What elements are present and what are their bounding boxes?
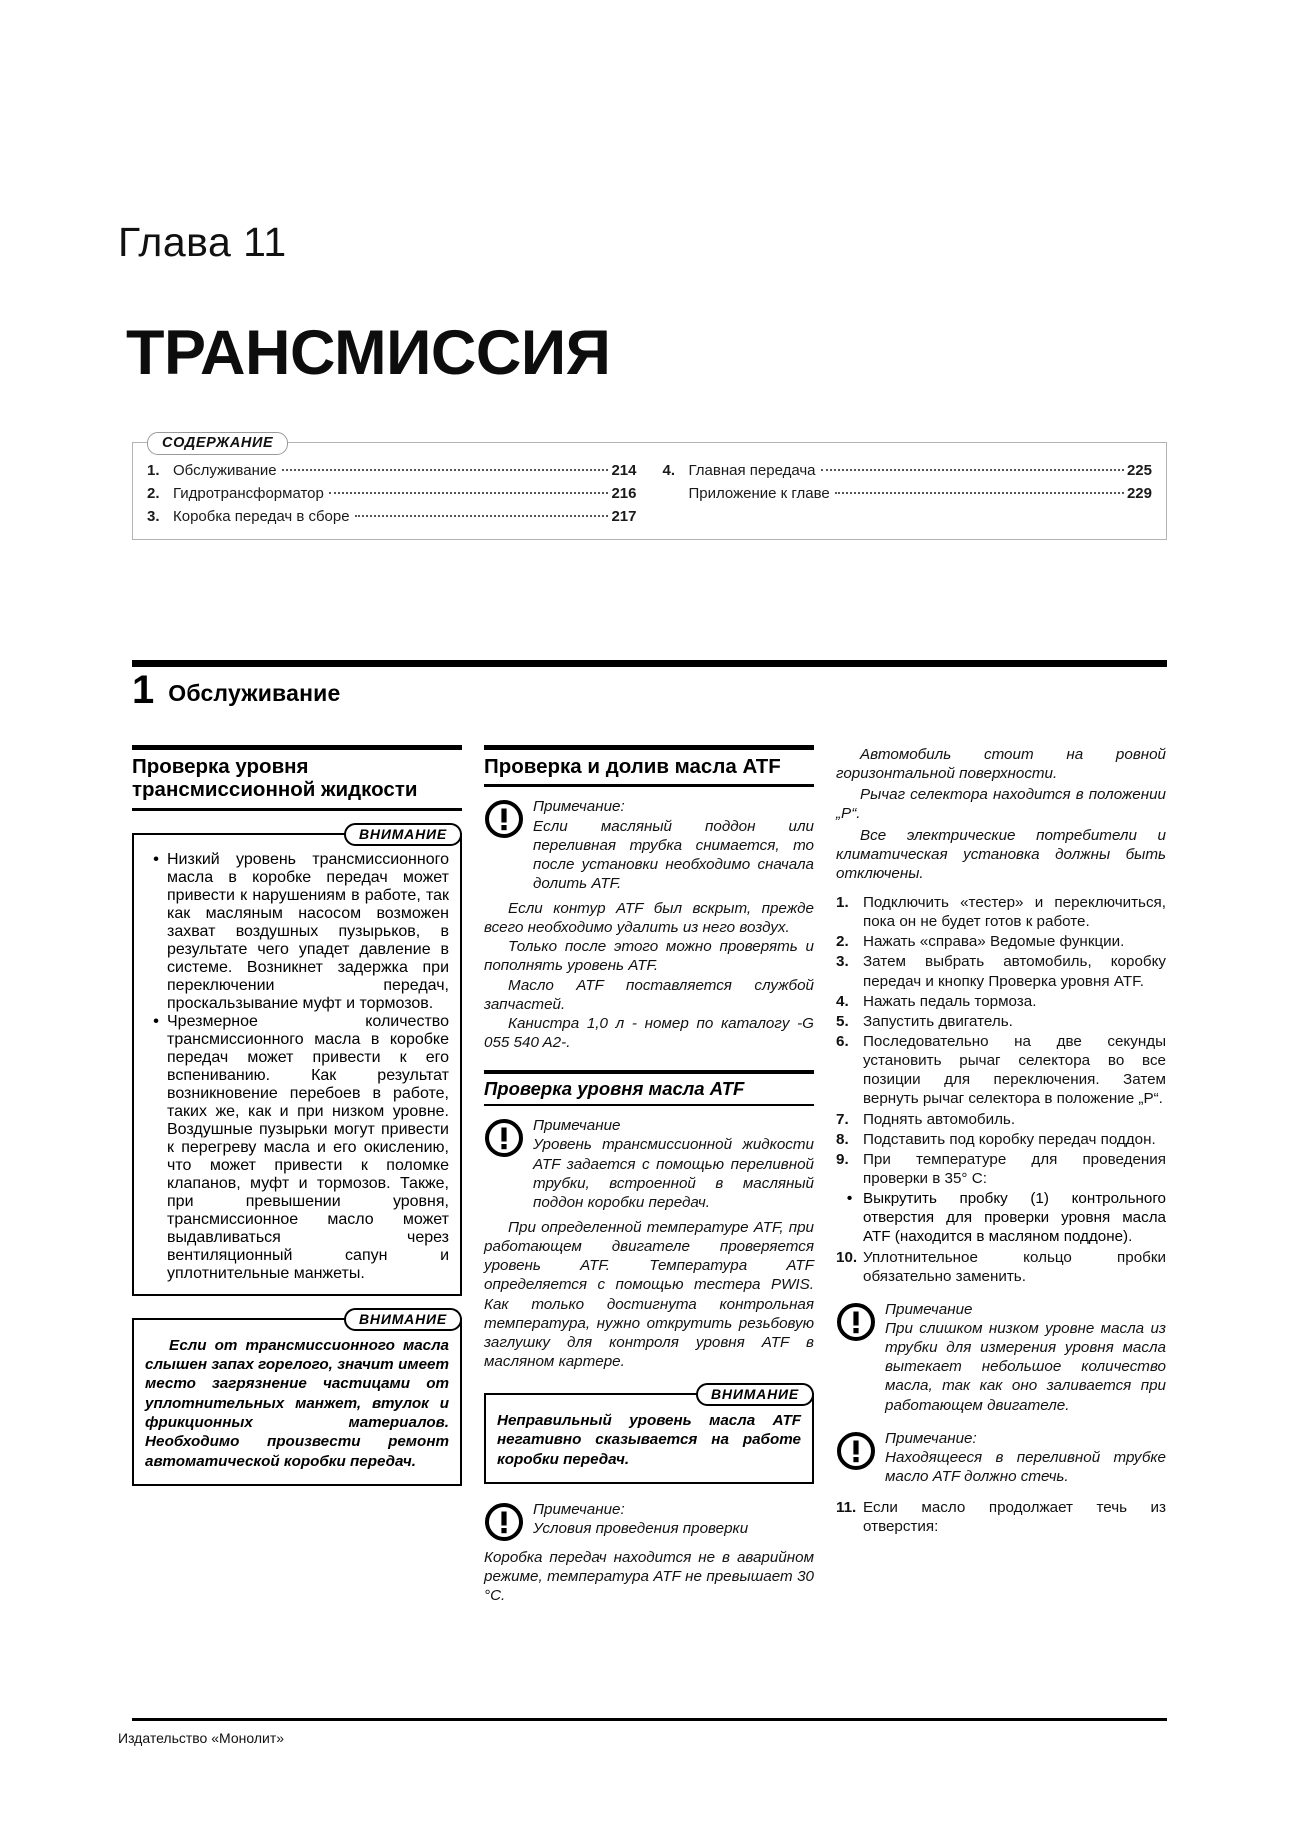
- note-block: [484, 797, 814, 893]
- bullet-icon: •: [846, 1190, 853, 1208]
- toc-column-left: [147, 461, 637, 527]
- section-rule: [132, 660, 1167, 667]
- note-line: Коробка передач находится не в аварийном режиме, температура ATF не превышает 30 °C.: [484, 1548, 814, 1605]
- note-line: Находящееся в переливной трубке масло ATF должно стечь.: [885, 1448, 1166, 1485]
- list-item: [836, 1110, 1166, 1129]
- note-text: [885, 1429, 1166, 1486]
- exclamation-circle-icon: [484, 1500, 524, 1542]
- toc-entry-title: Обслуживание: [173, 462, 277, 479]
- step-number: 11.: [836, 1499, 857, 1517]
- toc-entry-page: 214: [611, 462, 637, 479]
- bullet-icon: •: [153, 1012, 159, 1030]
- col1-heading: Проверка уровня трансмиссионной жидкости: [132, 745, 462, 811]
- toc-entry-page: 225: [1126, 462, 1152, 479]
- toc-entry-number: 1.: [147, 462, 160, 479]
- procedure-steps: [836, 893, 1166, 1286]
- warning-box: [484, 1386, 814, 1484]
- col2-heading: Проверка и долив масла ATF: [484, 745, 814, 787]
- warning-bullet: [145, 851, 449, 1013]
- exclamation-circle-icon: [484, 797, 524, 893]
- toc-entry-title: Главная передача: [688, 462, 816, 479]
- body-columns: [132, 745, 1167, 1605]
- note-line: Масло ATF поставляется службой запчастей.: [484, 976, 814, 1013]
- list-item: [836, 1032, 1166, 1109]
- column-2: [484, 745, 814, 1605]
- step-text: При температуре для проведения проверки в 35° С:: [863, 1150, 1166, 1187]
- toc-leader-dots: [355, 515, 609, 517]
- step-bullet-text: Выкрутить пробку (1) контрольного отверстия для проверки уровня масла ATF (находится в масляном поддоне).: [863, 1190, 1166, 1246]
- toc-entry[interactable]: [147, 507, 637, 526]
- toc-leader-dots: [821, 469, 1124, 471]
- step-text: Последовательно на две секунды установить рычаг селектора во все позиции для переключения. Затем вернуть рычаг селектора в положение „Р“.: [863, 1032, 1166, 1108]
- bullet-icon: •: [153, 850, 159, 868]
- toc-entry-title: Приложение к главе: [688, 485, 830, 503]
- note-label: Примечание:: [533, 798, 625, 816]
- note-line: При слишком низком уровне масла из трубки для измерения уровня масла вытекает небольшое количество масла, так как оно заливается при работающем двигателе.: [885, 1319, 1166, 1414]
- toc-tab-label: СОДЕРЖАНИЕ: [147, 432, 288, 455]
- section-heading: [132, 660, 1167, 712]
- toc-entry[interactable]: [147, 461, 637, 480]
- warning-text: Если от трансмиссионного масла слышен запах горелого, значит имеет место загрязнение частицами от уплотнительных манжет, втулок и фрикционных материалов. Необходимо произвести ремонт автоматической коробки передач.: [145, 1336, 449, 1470]
- list-item: [836, 1130, 1166, 1149]
- exclamation-circle-icon: [836, 1429, 876, 1486]
- note-label: Примечание: [885, 1300, 973, 1318]
- toc-entry-page: 216: [611, 485, 637, 503]
- section-name: Обслуживание: [168, 680, 341, 706]
- footer-publisher: Издательство «Монолит»: [118, 1730, 285, 1746]
- toc-column-right: [663, 461, 1153, 527]
- note-label: Примечание:: [885, 1429, 977, 1447]
- toc-leader-dots: [329, 492, 609, 494]
- note-continuation: [484, 1218, 814, 1371]
- toc-entry-number: 4.: [662, 462, 676, 479]
- toc-entry[interactable]: [663, 461, 1153, 480]
- warning-box: [132, 1310, 462, 1486]
- note-label: Примечание: [533, 1117, 621, 1135]
- step-number: 8.: [836, 1130, 849, 1148]
- step-number: 7.: [836, 1110, 849, 1128]
- note-line: Канистра 1,0 л - номер по каталогу -G 055 540 A2-.: [484, 1014, 814, 1052]
- note-label: Примечание:: [533, 1500, 625, 1518]
- note-line: Если масляный поддон или переливная трубка снимается, то после установки необходимо сначала долить ATF.: [533, 817, 814, 892]
- step-text: Нажать педаль тормоза.: [863, 992, 1037, 1010]
- step-number: 2.: [836, 933, 849, 951]
- footer-rule: [132, 1718, 1167, 1721]
- note-block: [836, 1300, 1166, 1415]
- step-number: 4.: [836, 992, 849, 1010]
- toc-entry-number: 2.: [147, 485, 160, 503]
- list-item: [836, 952, 1166, 990]
- exclamation-circle-icon: [484, 1116, 524, 1212]
- chapter-label: Глава 11: [118, 219, 287, 265]
- step-text: Подключить «тестер» и переключиться, пока он не будет готов к работе.: [863, 893, 1166, 931]
- toc-leader-dots: [282, 469, 609, 471]
- list-item: [836, 932, 1166, 951]
- step-text: Затем выбрать автомобиль, коробку передач и кнопку Проверка уровня ATF.: [863, 953, 1166, 990]
- step-text: Если масло продолжает течь из отверстия:: [863, 1499, 1166, 1536]
- step-text: Запустить двигатель.: [863, 1012, 1013, 1030]
- toc-entry-page: 217: [611, 508, 637, 526]
- section-number: 1: [132, 668, 155, 712]
- column-1: [132, 745, 462, 1605]
- warning-tab-label: ВНИМАНИЕ: [344, 823, 462, 846]
- exclamation-circle-icon: [836, 1300, 876, 1415]
- step-text: Поднять автомобиль.: [863, 1110, 1016, 1128]
- step-text: Подставить под коробку передач поддон.: [863, 1130, 1156, 1148]
- note-line: Если контур ATF был вскрыт, прежде всего необходимо удалить из него воздух.: [484, 900, 814, 937]
- note-text: [533, 797, 814, 893]
- list-item: [836, 1498, 1166, 1536]
- toc-entry-title: Коробка передач в сборе: [173, 508, 350, 526]
- step-number: 1.: [836, 893, 849, 911]
- step-number: 6.: [836, 1032, 849, 1050]
- col2-heading-2: Проверка уровня масла ATF: [484, 1070, 814, 1106]
- note-block: [836, 1429, 1166, 1486]
- note-continuation: [484, 899, 814, 1052]
- warning-tab-label: ВНИМАНИЕ: [696, 1383, 814, 1406]
- warning-bullet-text: Низкий уровень трансмиссионного масла в коробке передач может привести к нарушениям в работе, так как масляным насосом возможен захват воздушных пузырьков, в результате чего упадет давление в системе. Возникнет задержка при переключении передач, проскальзывание муфт и тормозов.: [167, 850, 449, 1012]
- note-text: [533, 1500, 814, 1542]
- step-number: 3.: [836, 953, 849, 971]
- warning-tab-label: ВНИМАНИЕ: [344, 1308, 462, 1331]
- list-item: [836, 992, 1166, 1011]
- warning-text: Неправильный уровень масла ATF негативно сказывается на работе коробки передач.: [497, 1412, 801, 1468]
- note-text: [885, 1300, 1166, 1415]
- table-of-contents: [132, 435, 1167, 540]
- step-text: Уплотнительное кольцо пробки обязательно заменить.: [863, 1248, 1166, 1285]
- warning-bullet-text: Чрезмерное количество трансмиссионного масла в коробке передач может привести к его вспениванию. Как результат возникновение перебоев в работе, таких же, как и при низком уровне. Воздушные пузырьки могут привести к перегреву масла и его окислению, что может привести к поломке клапанов, муфт и тормозов. Также, при превышении уровня, трансмиссионное масло может выдавливаться через вентиляционный сапун и уплотнительные манжеты.: [167, 1012, 449, 1282]
- warning-box: [132, 825, 462, 1296]
- intro-paragraph: Все электрические потребители и климатическая установка должны быть отключены.: [836, 826, 1166, 882]
- warning-bullet: [145, 1013, 449, 1283]
- note-block: [484, 1116, 814, 1212]
- note-text: [533, 1116, 814, 1212]
- note-line: Условия проведения проверки: [533, 1520, 749, 1538]
- toc-entry[interactable]: [663, 484, 1153, 503]
- step-number: 9.: [836, 1150, 849, 1168]
- note-line: При определенной температуре ATF, при работающем двигателе проверяется уровень ATF. Температура ATF определяется с помощью тестера PWIS. Как только достигнута контрольная температура, нужно открутить резьбовую заглушку для контроля уровня ATF в масляном картере.: [484, 1218, 814, 1370]
- column-3: [836, 745, 1166, 1605]
- toc-entry-title: Гидротрансформатор: [173, 485, 324, 503]
- note-line: Только после этого можно проверять и пополнять уровень ATF.: [484, 938, 814, 975]
- intro-paragraph: Рычаг селектора находится в положении „Р“.: [836, 786, 1166, 823]
- toc-leader-dots: [835, 492, 1124, 494]
- list-item-bullet: [836, 1189, 1166, 1246]
- page-title: ТРАНСМИССИЯ: [126, 318, 611, 388]
- list-item: [836, 1150, 1166, 1188]
- list-item: [836, 1248, 1166, 1286]
- step-number: 5.: [836, 1012, 849, 1030]
- note-line: Уровень трансмиссионной жидкости ATF задается с помощью переливной трубки, встроенной в масляный поддон коробки передач.: [533, 1136, 814, 1211]
- step-text: Нажать «справа» Ведомые функции.: [863, 933, 1125, 951]
- note-block: [484, 1500, 814, 1542]
- list-item: [836, 1012, 1166, 1031]
- toc-entry-page: 229: [1126, 485, 1152, 503]
- toc-entry[interactable]: [147, 484, 637, 503]
- toc-entry-number: 3.: [147, 508, 160, 526]
- intro-paragraph: Автомобиль стоит на ровной горизонтальной поверхности.: [836, 746, 1166, 783]
- step-number: 10.: [836, 1248, 858, 1266]
- note-continuation: [484, 1548, 814, 1605]
- list-item: [836, 893, 1166, 931]
